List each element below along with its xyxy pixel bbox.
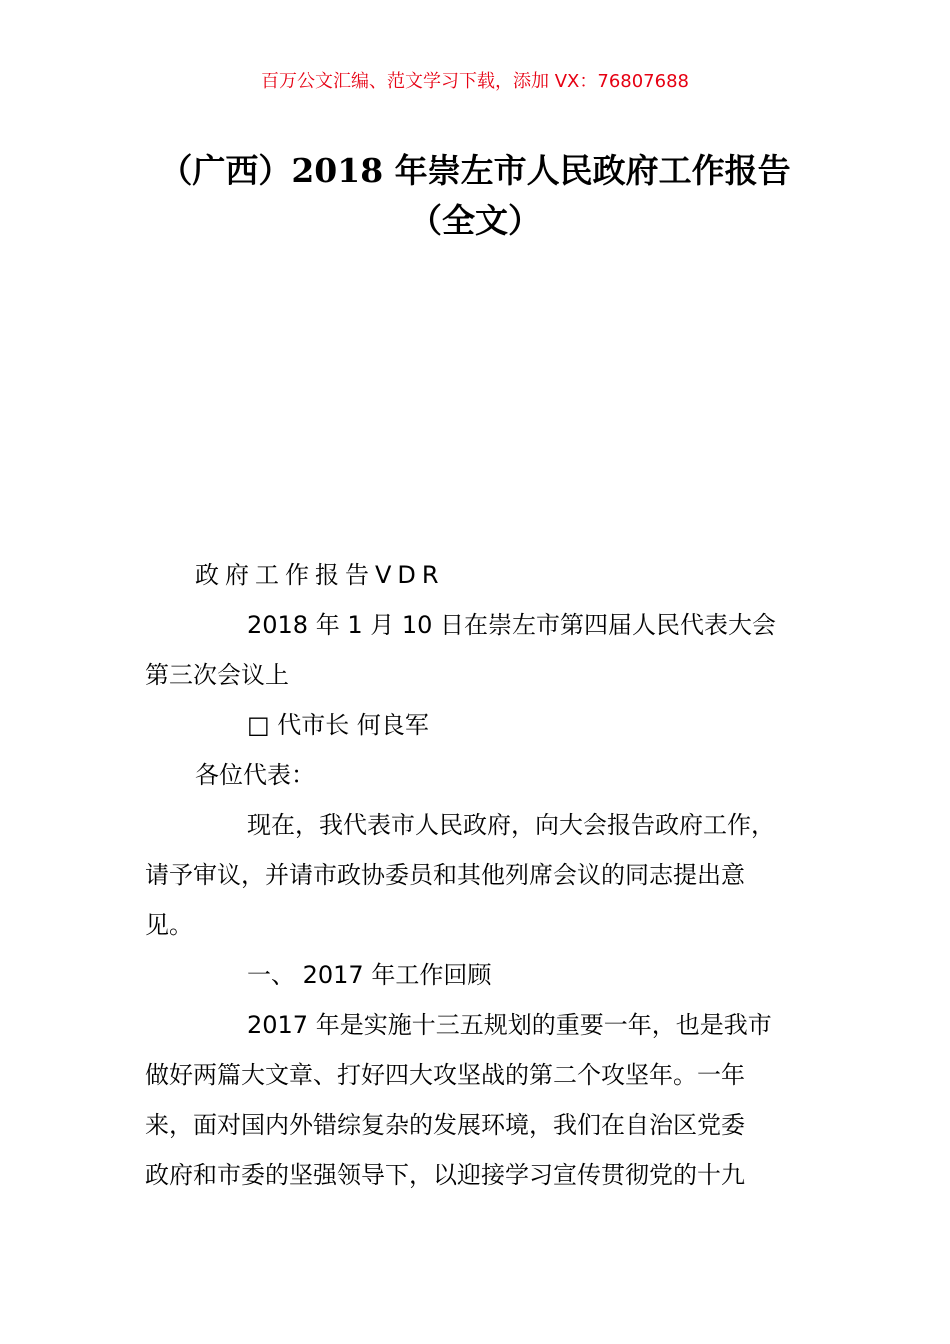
meeting-date-line-cont: 第三次会议上 bbox=[145, 661, 289, 689]
title-line-1: （广西）2018 年崇左市人民政府工作报告 bbox=[159, 151, 791, 190]
header-watermark-note: 百万公文汇编、范文学习下载，添加 VX：76807688 bbox=[261, 71, 689, 92]
title-line-2: （全文） bbox=[409, 201, 541, 240]
meeting-date-line: 2018 年 1 月 10 日在崇左市第四届人民代表大会 bbox=[247, 611, 777, 639]
document-body bbox=[145, 550, 825, 1200]
document-title bbox=[120, 146, 830, 246]
paragraph-line: 现在，我代表市人民政府，向大会报告政府工作， bbox=[247, 811, 775, 839]
paragraph-line: 请予审议，并请市政协委员和其他列席会议的同志提出意 bbox=[145, 861, 745, 889]
paragraph-line: 做好两篇大文章、打好四大攻坚战的第二个攻坚年。一年 bbox=[145, 1061, 745, 1089]
report-heading: 政府工作报告VDR bbox=[195, 561, 445, 589]
paragraph-line: 见。 bbox=[145, 911, 193, 939]
speaker-line: □ 代市长 何良军 bbox=[247, 711, 429, 739]
paragraph-line: 政府和市委的坚强领导下，以迎接学习宣传贯彻党的十九 bbox=[145, 1161, 745, 1189]
salutation: 各位代表： bbox=[195, 761, 315, 789]
paragraph-line: 来，面对国内外错综复杂的发展环境，我们在自治区党委 bbox=[145, 1111, 745, 1139]
paragraph-line: 2017 年是实施十三五规划的重要一年，也是我市 bbox=[247, 1011, 772, 1039]
section-heading: 一、 2017 年工作回顾 bbox=[247, 961, 492, 989]
